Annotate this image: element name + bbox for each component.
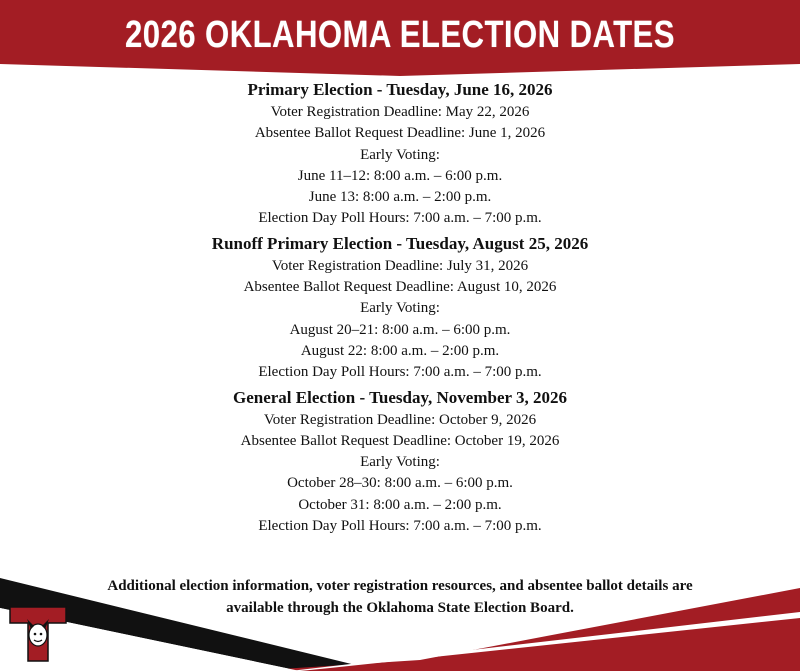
poll-hours: Election Day Poll Hours: 7:00 a.m. – 7:00 p.m.: [258, 518, 542, 535]
footer-note: [0, 575, 800, 619]
footer-line-2: available through the Oklahoma State Election Board.: [226, 600, 574, 616]
absentee-deadline: Absentee Ballot Request Deadline: August 10, 2026: [243, 279, 557, 296]
general-election-section: [0, 386, 800, 538]
early-voting-saturday: June 13: 8:00 a.m. – 2:00 p.m.: [308, 189, 492, 206]
section-title: Primary Election - Tuesday, June 16, 2026: [247, 80, 553, 99]
header-banner: [0, 0, 800, 76]
early-voting-label: Early Voting:: [360, 300, 440, 317]
footer-line-1: Additional election information, voter registration resources, and absentee ballot details are: [107, 578, 693, 594]
section-title: Runoff Primary Election - Tuesday, August 25, 2026: [211, 233, 589, 253]
early-voting-saturday: August 22: 8:00 a.m. – 2:00 p.m.: [300, 342, 500, 359]
poll-hours: Election Day Poll Hours: 7:00 a.m. – 7:00 p.m.: [258, 364, 542, 381]
early-voting-weekday: October 28–30: 8:00 a.m. – 6:00 p.m.: [287, 475, 513, 492]
registration-deadline: Voter Registration Deadline: July 31, 2026: [271, 257, 529, 274]
early-voting-weekday: June 11–12: 8:00 a.m. – 6:00 p.m.: [297, 167, 503, 184]
runoff-election-section: [0, 232, 800, 384]
election-schedule: [0, 78, 800, 537]
absentee-deadline: Absentee Ballot Request Deadline: October 19, 2026: [240, 432, 560, 449]
poll-hours: Election Day Poll Hours: 7:00 a.m. – 7:00 p.m.: [258, 210, 542, 227]
t-mascot-logo-icon: [6, 601, 70, 665]
absentee-deadline: Absentee Ballot Request Deadline: June 1, 2026: [254, 125, 546, 142]
registration-deadline: Voter Registration Deadline: May 22, 2026: [270, 104, 530, 120]
registration-deadline: Voter Registration Deadline: October 9, 2026: [263, 411, 537, 428]
section-title: General Election - Tuesday, November 3, 2026: [232, 387, 567, 407]
early-voting-weekday: August 20–21: 8:00 a.m. – 6:00 p.m.: [289, 321, 511, 338]
early-voting-saturday: October 31: 8:00 a.m. – 2:00 p.m.: [298, 496, 502, 513]
page-title: 2026 OKLAHOMA ELECTION DATES: [125, 14, 675, 56]
primary-election-section: [0, 78, 800, 230]
early-voting-label: Early Voting:: [360, 454, 440, 471]
early-voting-label: Early Voting:: [360, 146, 440, 163]
